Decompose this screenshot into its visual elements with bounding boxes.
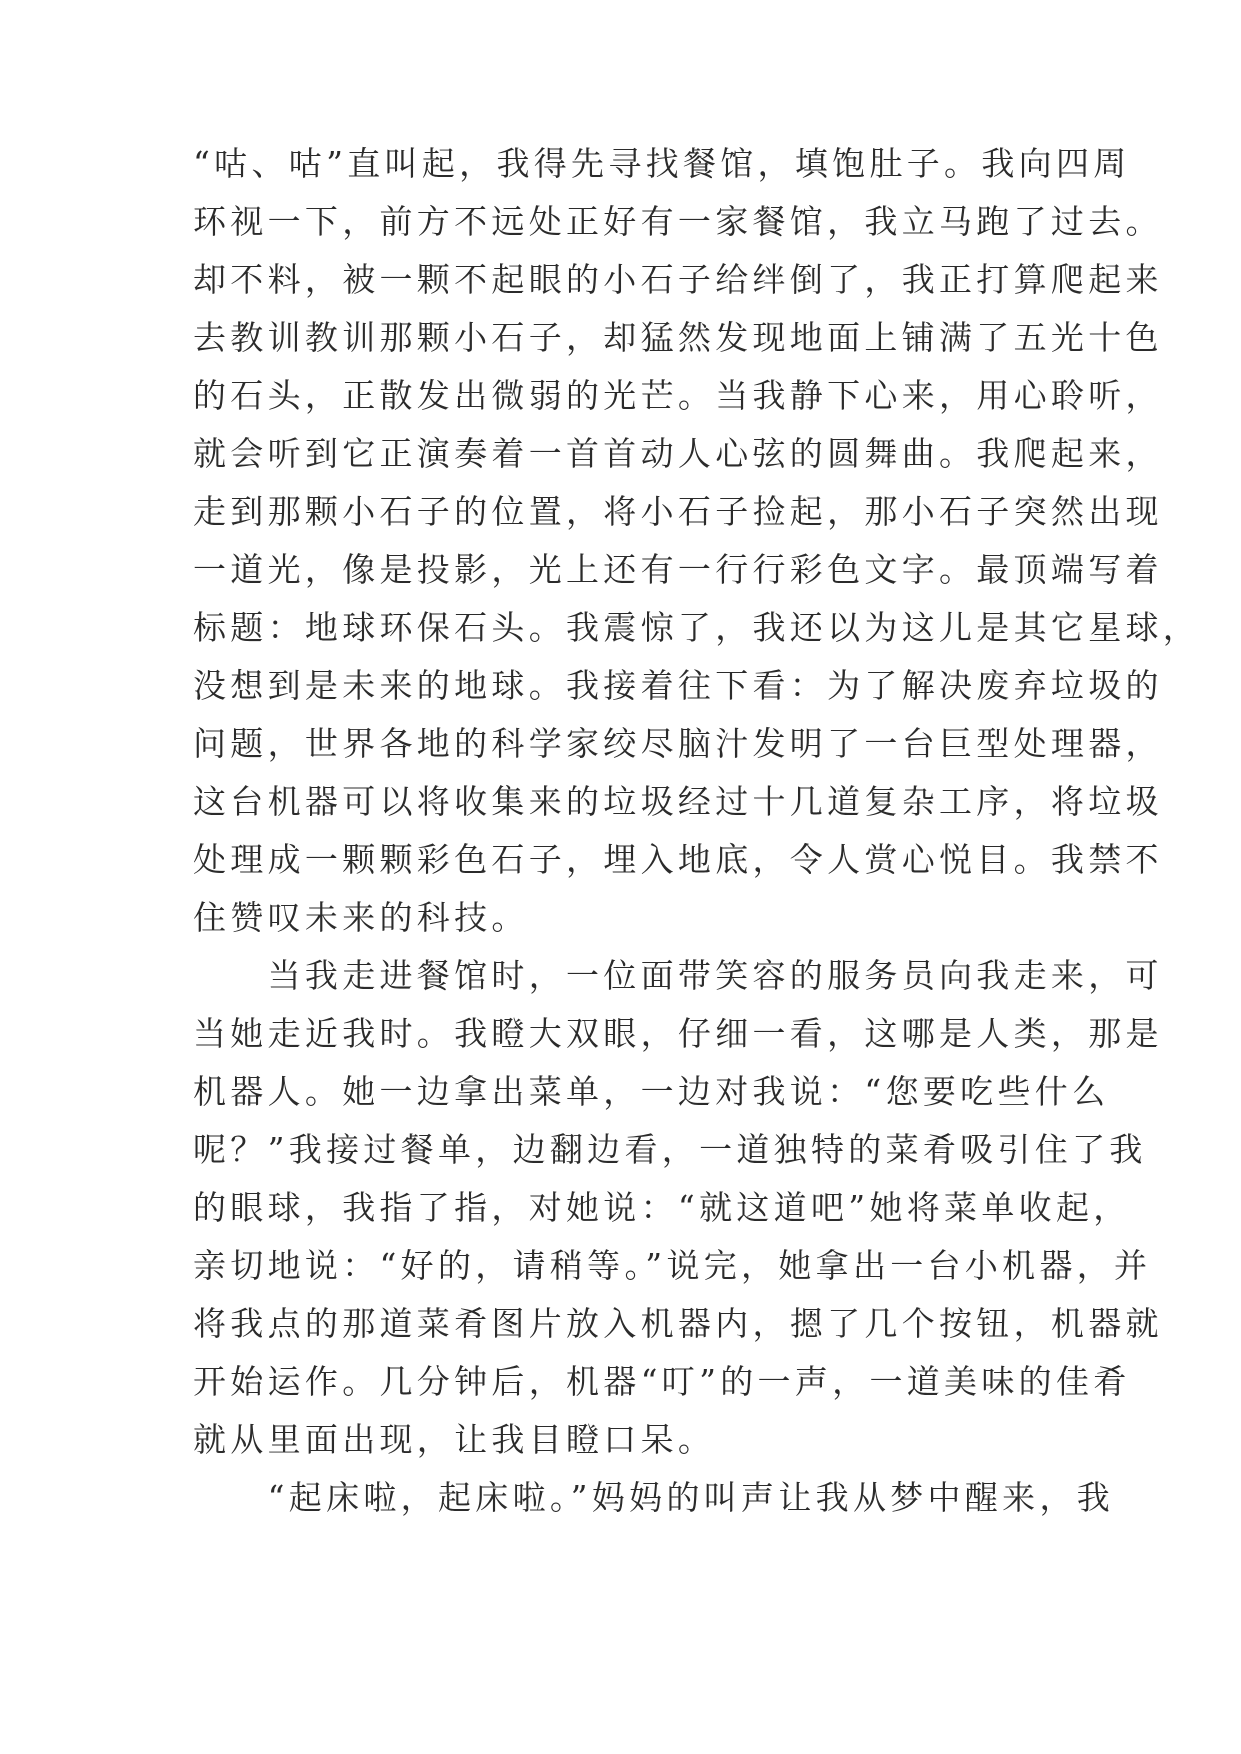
text-line: “咕、咕”直叫起，我得先寻找餐馆，填饱肚子。我向四周 bbox=[193, 144, 1131, 183]
text-line: 走到那颗小石子的位置，将小石子捡起，那小石子突然出现 bbox=[193, 492, 1163, 531]
text-line: “起床啦，起床啦。”妈妈的叫声让我从梦中醒来，我 bbox=[193, 1478, 1115, 1517]
text-line: 没想到是未来的地球。我接着往下看：为了解决废弃垃圾的 bbox=[193, 666, 1163, 705]
text-line: 呢？”我接过餐单，边翻边看，一道独特的菜肴吸引住了我 bbox=[193, 1130, 1147, 1169]
text-line: 的石头，正散发出微弱的光芒。当我静下心来，用心聆听， bbox=[193, 376, 1163, 415]
text-line: 这台机器可以将收集来的垃圾经过十几道复杂工序，将垃圾 bbox=[193, 782, 1163, 821]
text-line: 一道光，像是投影，光上还有一行行彩色文字。最顶端写着 bbox=[193, 550, 1163, 589]
text-line: 处理成一颗颗彩色石子，埋入地底，令人赏心悦目。我禁不 bbox=[193, 840, 1163, 879]
text-line: 当我走进餐馆时，一位面带笑容的服务员向我走来，可 bbox=[193, 956, 1163, 995]
text-line: 问题，世界各地的科学家绞尽脑汁发明了一台巨型处理器， bbox=[193, 724, 1163, 763]
text-line: 去教训教训那颗小石子，却猛然发现地面上铺满了五光十色 bbox=[193, 318, 1163, 357]
text-line: 机器人。她一边拿出菜单，一边对我说：“您要吃些什么 bbox=[193, 1072, 1110, 1111]
text-line: 开始运作。几分钟后，机器“叮”的一声，一道美味的佳肴 bbox=[193, 1362, 1131, 1401]
text-line: 就会听到它正演奏着一首首动人心弦的圆舞曲。我爬起来， bbox=[193, 434, 1163, 473]
text-line: 住赞叹未来的科技。 bbox=[193, 898, 529, 937]
text-line: 将我点的那道菜肴图片放入机器内，摁了几个按钮，机器就 bbox=[193, 1304, 1163, 1343]
text-line: 当她走近我时。我瞪大双眼，仔细一看，这哪是人类，那是 bbox=[193, 1014, 1163, 1053]
text-line: 环视一下，前方不远处正好有一家餐馆，我立马跑了过去。 bbox=[193, 202, 1163, 241]
text-line: 标题：地球环保石头。我震惊了，我还以为这儿是其它星球， bbox=[193, 608, 1201, 647]
text-line: 却不料，被一颗不起眼的小石子给绊倒了，我正打算爬起来 bbox=[193, 260, 1163, 299]
text-line: 就从里面出现，让我目瞪口呆。 bbox=[193, 1420, 716, 1459]
text-line: 的眼球，我指了指，对她说：“就这道吧”她将菜单收起， bbox=[193, 1188, 1131, 1227]
text-line: 亲切地说：“好的，请稍等。”说完，她拿出一台小机器，并 bbox=[193, 1246, 1152, 1285]
